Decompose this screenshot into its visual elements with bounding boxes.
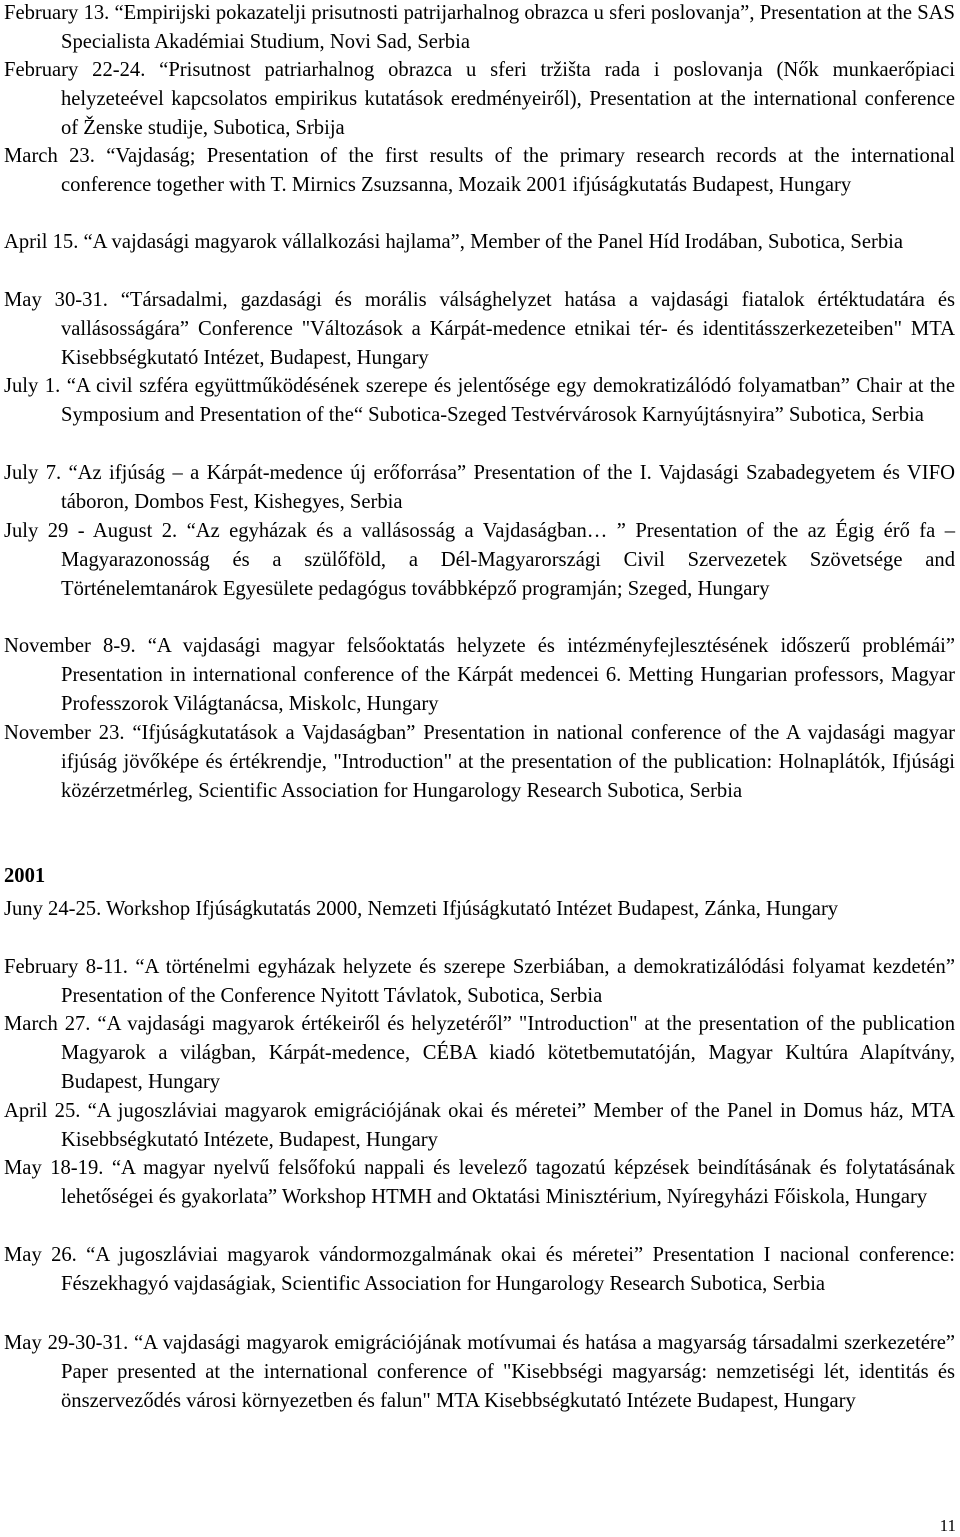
entry-2000-may-30-31: May 30-31. “Társadalmi, gazdasági és morális válsághelyzet hatása a vajdasági fiatalok értéktudatára és vallásosságára” Conference "Változások a Kárpát-medence etnikai tér- és identitásszerkezeteiben" MTA Kisebbségkutató Intézet, Budapest, Hungary xyxy=(4,289,955,369)
entry-2000-jul-1: July 1. “A civil szféra együttműködésének szerepe és jelentősége egy demokratizálódó folyamatban” Chair at the Symposium and Presentation of the“ Subotica-Szeged Testvérvárosok Karnyújtásnyira” Subotica, Serbia xyxy=(4,375,955,426)
page-number: 11 xyxy=(939,1516,956,1535)
entry-2001-juny-24-25: Juny 24-25. Workshop Ifjúságkutatás 2000, Nemzeti Ifjúságkutató Intézet Budapest, Zánka, Hungary xyxy=(4,898,839,920)
entry-2000-jul-29-aug-2: July 29 - August 2. “Az egyházak és a vallásosság a Vajdaságban… ” Presentation of the az Égig érő fa – Magyarazonosság és a szülőföld, a Dél-Magyarországi Civil Szervezetek Szövetsége and Történelemtanárok Egyesülete pedagógus továbbképző programján; Szeged, Hungary xyxy=(4,520,955,600)
entry-2000-jul-7: July 7. “Az ifjúság – a Kárpát-medence új erőforrása” Presentation of the I. Vajdasági Szabadegyetem és VIFO táboron, Dombos Fest, Kishegyes, Serbia xyxy=(4,462,955,513)
entry-2001-feb-8-11: February 8-11. “A történelmi egyházak helyzete és szerepe Szerbiában, a demokratizálódási folyamat kezdetén” Presentation of the Conference Nyitott Távlatok, Subotica, Serbia xyxy=(4,956,955,1007)
entry-2001-may-18-19: May 18-19. “A magyar nyelvű felsőfokú nappali és levelező tagozatú képzések beindításának és folytatásának lehetőségei és gyakorlata” Workshop HTMH and Oktatási Minisztérium, Nyíregyházi Főiskola, Hungary xyxy=(4,1157,955,1208)
entry-2001-may-29-31: May 29-30-31. “A vajdasági magyarok emigrációjának motívumai és hatása a magyarság társadalmi szerkezetére” Paper presented at the international conference of "Kisebbségi magyarság: nemzetiségi lét, identitás és önszerveződés városi környezetben és falun" MTA Kisebbségkutató Intézete Budapest, Hungary xyxy=(4,1332,955,1412)
entry-2000-nov-8-9: November 8-9. “A vajdasági magyar felsőoktatás helyzete és intézményfejlesztésének időszerű problémái” Presentation in international conference of the Kárpát medencei 6. Metting Hungarian professors, Magyar Professzorok Világtanácsa, Miskolc, Hungary xyxy=(4,635,955,715)
entry-2001-apr-25: April 25. “A jugoszláviai magyarok emigrációjának okai és méretei” Member of the Panel in Domus ház, MTA Kisebbségkutató Intézete, Budapest, Hungary xyxy=(4,1100,955,1151)
year-heading-2001: 2001 xyxy=(4,865,46,887)
entry-2000-feb-22-24: February 22-24. “Prisutnost patriarhalnog obrazca u sferi tržišta rada i poslovanja (Nők munkaerőpiaci helyzeteével kapcsolatos empirikus kutatások eredményeiről), Presentation at the international conference of Ženske studije, Subotica, Srbija xyxy=(4,59,955,139)
entry-2000-mar-23: March 23. “Vajdaság; Presentation of the first results of the primary research records at the international conference together with T. Mirnics Zsuzsanna, Mozaik 2001 ifjúságkutatás Budapest, Hungary xyxy=(4,145,955,196)
entry-2000-apr-15: April 15. “A vajdasági magyarok vállalkozási hajlama”, Member of the Panel Híd Irodában, Subotica, Serbia xyxy=(4,231,903,253)
entry-2001-may-26: May 26. “A jugoszláviai magyarok vándormozgalmának okai és méretei” Presentation I nacional conference: Fészekhagyó vajdaságiak, Scientific Association for Hungarology Research Subotica, Serbia xyxy=(4,1244,955,1295)
entry-2000-nov-23: November 23. “Ifjúságkutatások a Vajdaságban” Presentation in national conference of the A vajdasági magyar ifjúság jövőképe és értékrendje, "Introduction" at the presentation of the publication: Holnaplátók, Ifjúsági közérzetmérleg, Scientific Association for Hungarology Research Subotica, Serbia xyxy=(4,722,955,802)
entry-2000-feb-13: February 13. “Empirijski pokazatelji prisutnosti patrijarhalnog obrazca u sferi poslovanja”, Presentation at the SAS Specialista Akadémiai Studium, Novi Sad, Serbia xyxy=(4,2,955,53)
entry-2001-mar-27: March 27. “A vajdasági magyarok értékeiről és helyzetéről” "Introduction" at the presentation of the publication Magyarok a világban, Kárpát-medence, CÉBA kiadó kötetbemutatóján, Magyar Kultúra Alapítvány, Budapest, Hungary xyxy=(4,1013,955,1093)
